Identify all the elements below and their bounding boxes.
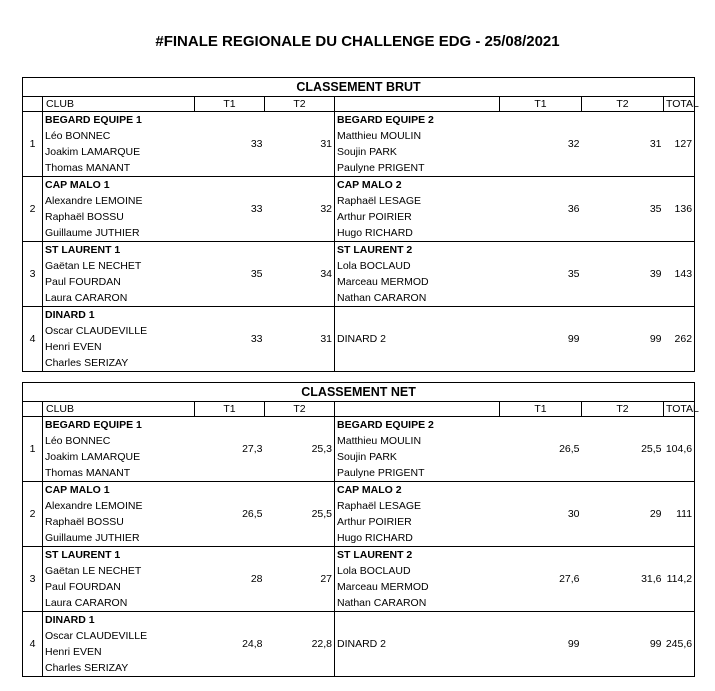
rank-cell: 3: [23, 242, 43, 307]
player-name: Matthieu MOULIN: [337, 435, 422, 447]
player-name: Lola BOCLAUD: [337, 565, 411, 577]
score-t2: 34: [265, 242, 335, 307]
score-t1b: 27,6: [500, 547, 582, 612]
player-name: Arthur POIRIER: [337, 211, 412, 223]
player-name: Arthur POIRIER: [337, 516, 412, 528]
score-t2b: 99: [582, 612, 664, 677]
player-name: Léo BONNEC: [45, 130, 111, 142]
team-name: ST LAURENT 2: [337, 549, 413, 561]
team-name: DINARD 1: [45, 614, 95, 626]
score-t1: 27,3: [195, 417, 265, 482]
team-cell: [43, 242, 195, 307]
score-t1b: 35: [500, 242, 582, 307]
club-header: CLUB: [43, 97, 195, 112]
score-t2: 22,8: [265, 612, 335, 677]
score-t1: 24,8: [195, 612, 265, 677]
team-cell: [335, 307, 500, 372]
score-t2b: 31: [582, 112, 664, 177]
player-name: Marceau MERMOD: [337, 276, 429, 288]
player-name: Henri EVEN: [45, 646, 102, 658]
t1b-header: T1: [500, 97, 582, 112]
player-name: Charles SERIZAY: [45, 357, 129, 369]
player-name: Thomas MANANT: [45, 162, 131, 174]
player-name: Henri EVEN: [45, 341, 102, 353]
team-cell: [335, 242, 500, 307]
player-name: Lola BOCLAUD: [337, 260, 411, 272]
score-t1b: 99: [500, 307, 582, 372]
player-name: Matthieu MOULIN: [337, 130, 422, 142]
team-cell: [335, 417, 500, 482]
rank-cell: 1: [23, 112, 43, 177]
t2-header: T2: [265, 402, 335, 417]
score-t2: 32: [265, 177, 335, 242]
player-name: Raphaël BOSSU: [45, 516, 124, 528]
player-name: Soujin PARK: [337, 451, 397, 463]
score-t1: 33: [195, 177, 265, 242]
player-name: Paulyne PRIGENT: [337, 467, 425, 479]
team-name: BEGARD EQUIPE 2: [337, 419, 434, 431]
team-name: BEGARD EQUIPE 1: [45, 419, 142, 431]
score-t1: 33: [195, 112, 265, 177]
total-cell: 127: [664, 112, 695, 177]
team2-header: [335, 402, 500, 417]
score-t2b: 25,5: [582, 417, 664, 482]
score-t1: 28: [195, 547, 265, 612]
player-name: Léo BONNEC: [45, 435, 111, 447]
brut-ranking-table: [22, 77, 699, 372]
player-name: Joakim LAMARQUE: [45, 451, 141, 463]
score-t2: 27: [265, 547, 335, 612]
player-name: Marceau MERMOD: [337, 581, 429, 593]
t1b-header: T1: [500, 402, 582, 417]
score-t2: 31: [265, 112, 335, 177]
total-cell: 114,2: [664, 547, 695, 612]
player-name: Hugo RICHARD: [337, 532, 413, 544]
score-t2: 25,5: [265, 482, 335, 547]
rank-cell: 3: [23, 547, 43, 612]
team-cell: [335, 112, 500, 177]
table-row: [23, 612, 695, 677]
score-t1b: 32: [500, 112, 582, 177]
team-cell: [43, 112, 195, 177]
team-cell: [43, 417, 195, 482]
table-row: [23, 547, 695, 612]
t1-header: T1: [195, 97, 265, 112]
player-name: Soujin PARK: [337, 146, 397, 158]
team-name: CAP MALO 2: [337, 484, 402, 496]
score-t2b: 39: [582, 242, 664, 307]
player-name: Guillaume JUTHIER: [45, 227, 140, 239]
rank-cell: 2: [23, 482, 43, 547]
team-name: DINARD 1: [45, 309, 95, 321]
player-name: Alexandre LEMOINE: [45, 195, 143, 207]
team-name: ST LAURENT 1: [45, 549, 121, 561]
t2b-header: T2: [582, 402, 664, 417]
team-name: ST LAURENT 1: [45, 244, 121, 256]
player-name: Laura CARARON: [45, 597, 128, 609]
score-t1b: 26,5: [500, 417, 582, 482]
player-name: Alexandre LEMOINE: [45, 500, 143, 512]
table-row: [23, 417, 695, 482]
score-t2b: 29: [582, 482, 664, 547]
score-t1: 33: [195, 307, 265, 372]
rank-header: [23, 402, 43, 417]
player-name: Gaëtan LE NECHET: [45, 260, 142, 272]
column-header-row: [23, 402, 695, 417]
column-header-row: [23, 97, 695, 112]
team-cell: [43, 482, 195, 547]
score-t2b: 31,6: [582, 547, 664, 612]
team-name: CAP MALO 1: [45, 179, 110, 191]
player-name: Raphaël LESAGE: [337, 500, 422, 512]
player-name: Raphaël LESAGE: [337, 195, 422, 207]
section-heading-row: [23, 383, 695, 402]
team-name: CAP MALO 1: [45, 484, 110, 496]
total-cell: 262: [664, 307, 695, 372]
total-cell: 245,6: [664, 612, 695, 677]
team-cell: [43, 177, 195, 242]
team-name: BEGARD EQUIPE 2: [337, 114, 434, 126]
section-heading-row: [23, 78, 695, 97]
player-name: Paul FOURDAN: [45, 276, 121, 288]
player-name: Guillaume JUTHIER: [45, 532, 140, 544]
team-name: BEGARD EQUIPE 1: [45, 114, 142, 126]
rank-cell: 1: [23, 417, 43, 482]
page-title: #FINALE REGIONALE DU CHALLENGE EDG - 25/08/2021: [155, 33, 560, 50]
team-name: CAP MALO 2: [337, 179, 402, 191]
total-header: TOTAL: [664, 402, 695, 417]
team-name: ST LAURENT 2: [337, 244, 413, 256]
total-cell: 143: [664, 242, 695, 307]
total-header: TOTAL: [664, 97, 695, 112]
player-name: Gaëtan LE NECHET: [45, 565, 142, 577]
score-t1b: 99: [500, 612, 582, 677]
score-t2: 31: [265, 307, 335, 372]
score-t1b: 36: [500, 177, 582, 242]
t2b-header: T2: [582, 97, 664, 112]
table-row: [23, 307, 695, 372]
score-t1: 35: [195, 242, 265, 307]
t1-header: T1: [195, 402, 265, 417]
player-name: Joakim LAMARQUE: [45, 146, 141, 158]
total-cell: 136: [664, 177, 695, 242]
player-name: Oscar CLAUDEVILLE: [45, 325, 148, 337]
table-row: [23, 112, 695, 177]
club-header: CLUB: [43, 402, 195, 417]
total-cell: 111: [664, 482, 695, 547]
score-t2b: 99: [582, 307, 664, 372]
team-cell: [43, 307, 195, 372]
team-cell: [335, 547, 500, 612]
score-t2b: 35: [582, 177, 664, 242]
score-t2: 25,3: [265, 417, 335, 482]
team-cell: [43, 612, 195, 677]
player-name: Nathan CARARON: [337, 292, 427, 304]
table-row: [23, 177, 695, 242]
score-t1b: 30: [500, 482, 582, 547]
table-row: [23, 242, 695, 307]
team-name: DINARD 2: [337, 333, 387, 345]
team-cell: [43, 547, 195, 612]
rank-cell: 4: [23, 612, 43, 677]
rank-cell: 2: [23, 177, 43, 242]
section-heading: CLASSEMENT NET: [23, 383, 695, 402]
net-ranking-table: [22, 382, 699, 677]
team-cell: [335, 177, 500, 242]
section-heading: CLASSEMENT BRUT: [23, 78, 695, 97]
team2-header: [335, 97, 500, 112]
player-name: Charles SERIZAY: [45, 662, 129, 674]
team-name: DINARD 2: [337, 638, 387, 650]
player-name: Paulyne PRIGENT: [337, 162, 425, 174]
player-name: Thomas MANANT: [45, 467, 131, 479]
table-row: [23, 482, 695, 547]
rank-cell: 4: [23, 307, 43, 372]
player-name: Oscar CLAUDEVILLE: [45, 630, 148, 642]
player-name: Nathan CARARON: [337, 597, 427, 609]
team-cell: [335, 482, 500, 547]
player-name: Hugo RICHARD: [337, 227, 413, 239]
rank-header: [23, 97, 43, 112]
player-name: Laura CARARON: [45, 292, 128, 304]
total-cell: 104,6: [664, 417, 695, 482]
player-name: Paul FOURDAN: [45, 581, 121, 593]
t2-header: T2: [265, 97, 335, 112]
player-name: Raphaël BOSSU: [45, 211, 124, 223]
team-cell: [335, 612, 500, 677]
score-t1: 26,5: [195, 482, 265, 547]
